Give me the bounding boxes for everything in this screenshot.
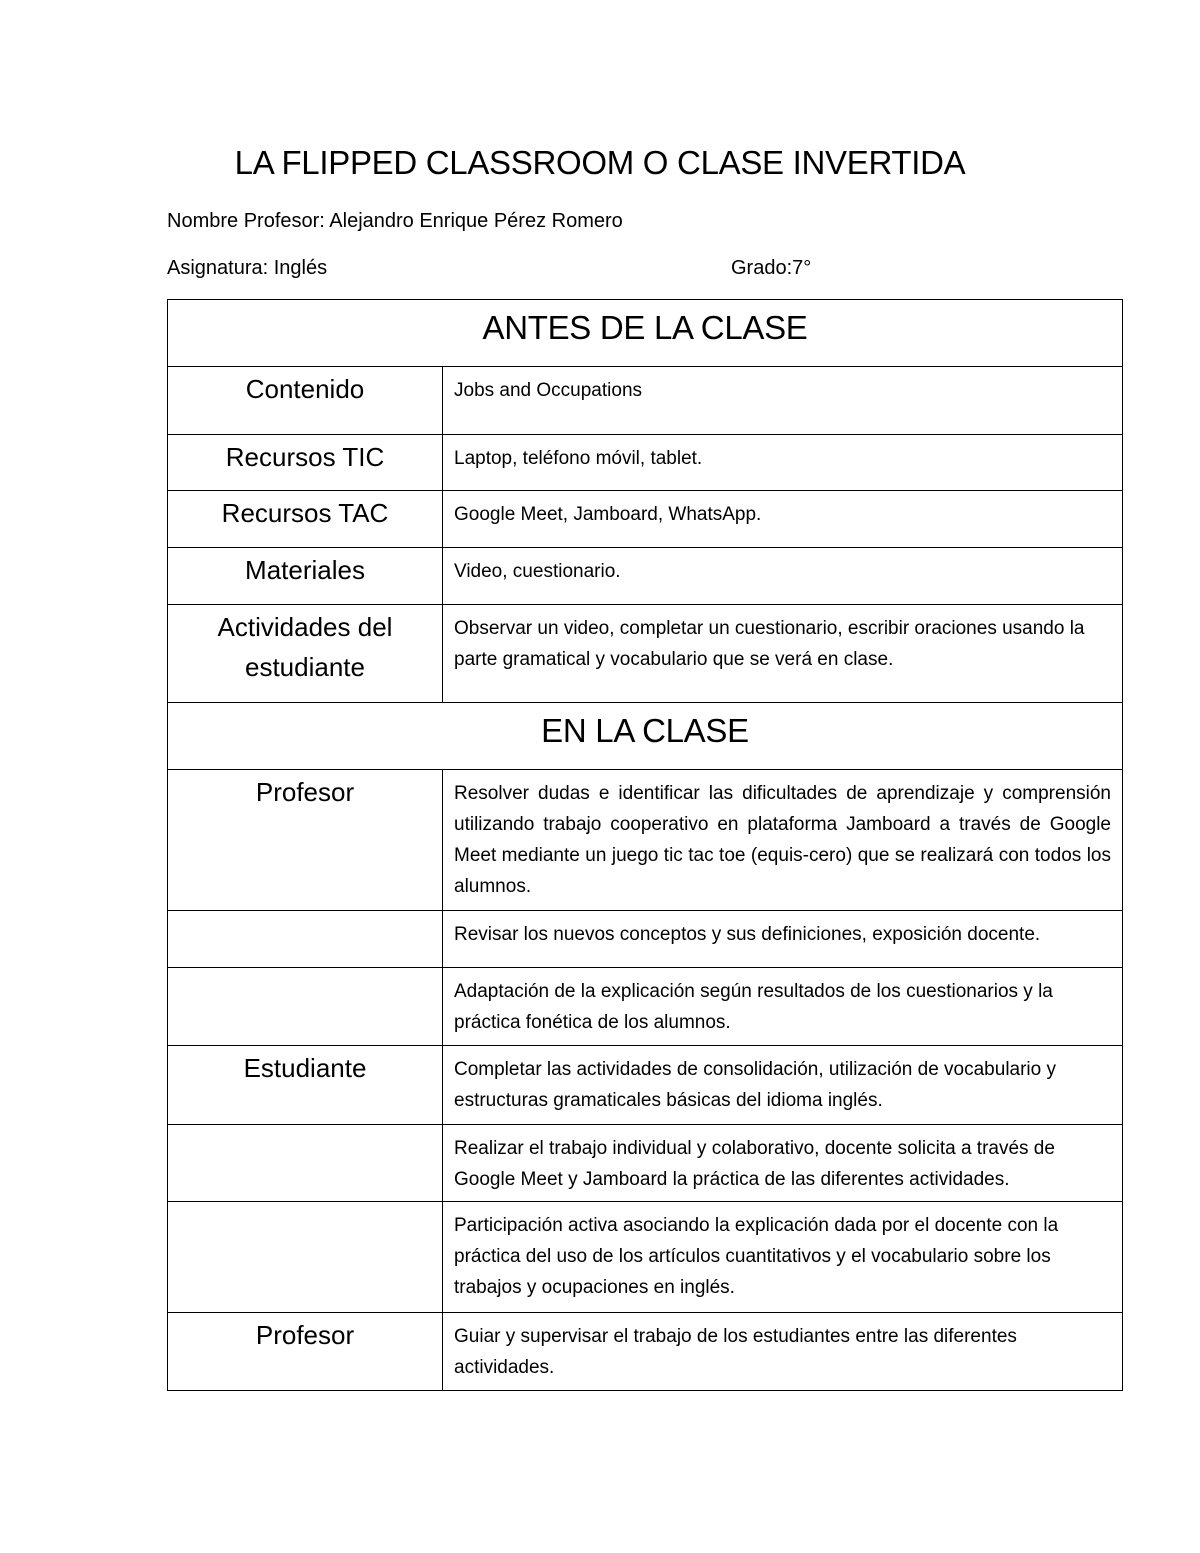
table-row (168, 1313, 1123, 1391)
row-label-profesor-guiar: Profesor (168, 1313, 443, 1391)
table-row (168, 367, 1123, 435)
section-header-row-antes (168, 300, 1123, 367)
table-row (168, 911, 1123, 968)
document-title: LA FLIPPED CLASSROOM O CLASE INVERTIDA (234, 144, 966, 181)
table-row (168, 770, 1123, 911)
row-value-contenido: Jobs and Occupations (443, 367, 1123, 435)
row-value-completar: Completar las actividades de consolidación, utilización de vocabulario y estructuras gramaticales básicas del idioma inglés. (443, 1046, 1123, 1125)
row-label-empty (168, 911, 443, 968)
table-row (168, 968, 1123, 1046)
lesson-plan-table (167, 299, 1123, 1391)
section-heading-antes: ANTES DE LA CLASE (168, 300, 1123, 367)
table-row (168, 1046, 1123, 1125)
row-value-adaptacion: Adaptación de la explicación según resultados de los cuestionarios y la práctica fonética de los alumnos. (443, 968, 1123, 1046)
row-value-realizar: Realizar el trabajo individual y colaborativo, docente solicita a través de Google Meet y Jamboard la práctica de las diferentes actividades. (443, 1125, 1123, 1202)
row-label-actividades-line1: Actividades del (217, 612, 393, 642)
row-value-actividades: Observar un video, completar un cuestionario, escribir oraciones usando la parte gramatical y vocabulario que se verá en clase. (443, 605, 1123, 703)
row-label-empty (168, 1202, 443, 1313)
row-value-recursos-tic: Laptop, teléfono móvil, tablet. (443, 435, 1123, 491)
row-label-estudiante: Estudiante (168, 1046, 443, 1125)
row-label-actividades (168, 605, 443, 703)
row-label-empty (168, 968, 443, 1046)
row-label-recursos-tic: Recursos TIC (168, 435, 443, 491)
row-value-guiar: Guiar y supervisar el trabajo de los estudiantes entre las diferentes actividades. (443, 1313, 1123, 1391)
table-row (168, 548, 1123, 605)
table-row (168, 1125, 1123, 1202)
row-value-participacion: Participación activa asociando la explicación dada por el docente con la práctica del uso de los artículos cuantitativos y el vocabulario sobre los trabajos y ocupaciones en inglés. (443, 1202, 1123, 1313)
grade-line: Grado:7° (731, 257, 812, 279)
row-value-recursos-tac: Google Meet, Jamboard, WhatsApp. (443, 491, 1123, 548)
table-row (168, 435, 1123, 491)
row-value-profesor: Resolver dudas e identificar las dificultades de aprendizaje y comprensión utilizando trabajo cooperativo en plataforma Jamboard a través de Google Meet mediante un juego tic tac toe (equis-cero) que se realizará con todos los alumnos. (443, 770, 1123, 911)
row-label-contenido: Contenido (168, 367, 443, 435)
row-label-profesor: Profesor (168, 770, 443, 911)
row-value-revisar: Revisar los nuevos conceptos y sus definiciones, exposición docente. (443, 911, 1123, 968)
row-label-empty (168, 1125, 443, 1202)
table-row (168, 605, 1123, 703)
row-label-actividades-line2: estudiante (245, 652, 365, 682)
row-label-materiales: Materiales (168, 548, 443, 605)
table-row (168, 491, 1123, 548)
section-heading-en-clase: EN LA CLASE (168, 703, 1123, 770)
row-value-materiales: Video, cuestionario. (443, 548, 1123, 605)
section-header-row-en-clase (168, 703, 1123, 770)
teacher-name-line: Nombre Profesor: Alejandro Enrique Pérez Romero (167, 210, 623, 232)
subject-line: Asignatura: Inglés (167, 257, 328, 279)
row-label-recursos-tac: Recursos TAC (168, 491, 443, 548)
table-row (168, 1202, 1123, 1313)
